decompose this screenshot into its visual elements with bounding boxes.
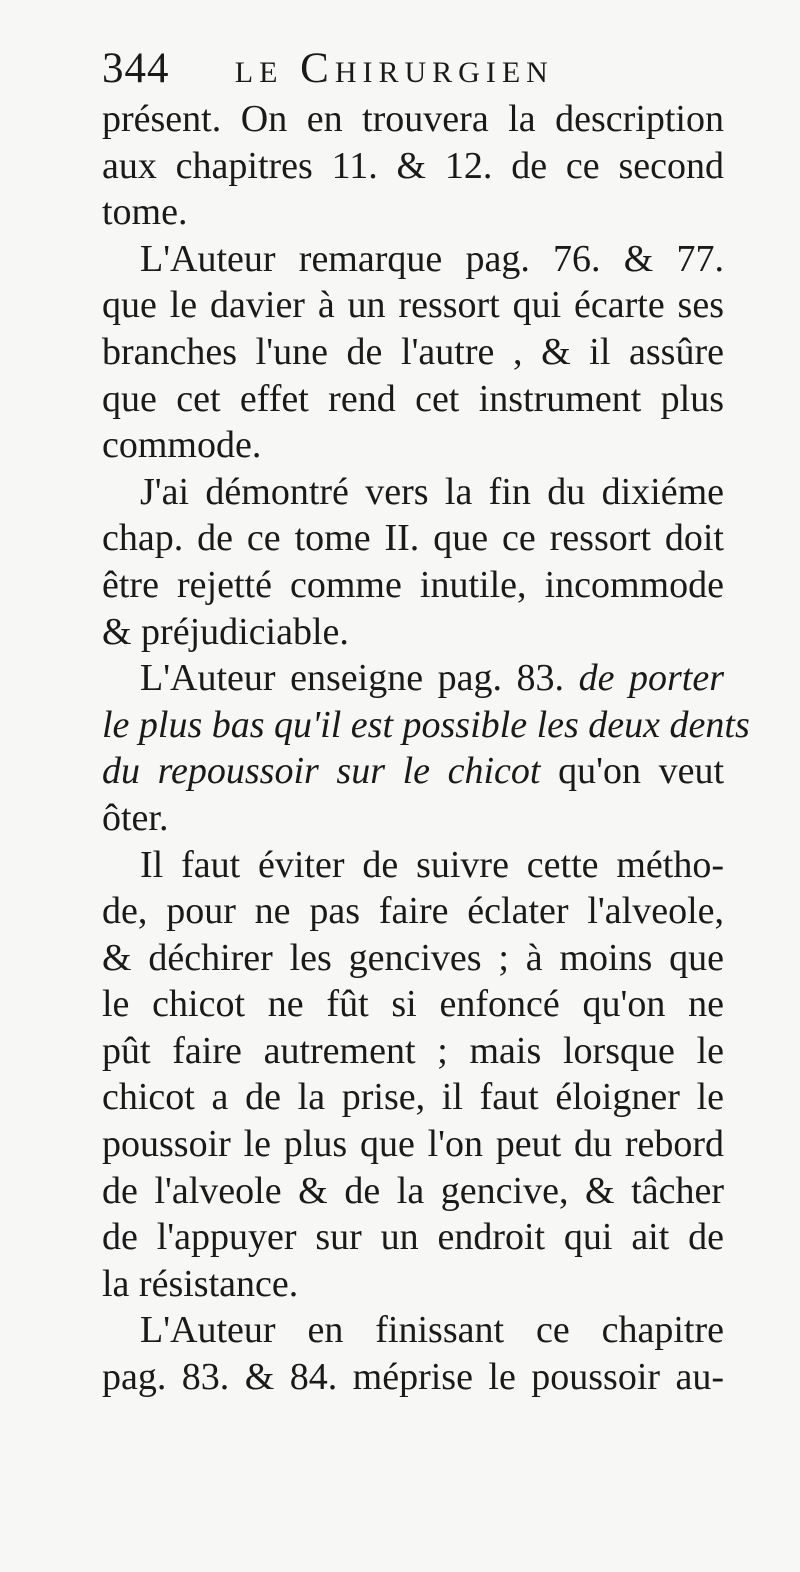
text-line: être rejetté comme inutile, incommode bbox=[102, 563, 724, 606]
page-number: 344 bbox=[102, 45, 170, 92]
text-line: aux chapitres 11. & 12. de ce second bbox=[102, 144, 724, 187]
text-line: pût faire autrement ; mais lorsque le bbox=[102, 1029, 724, 1072]
text-line: de, pour ne pas faire éclater l'alveole, bbox=[102, 890, 724, 933]
text-line: que le davier à un ressort qui écarte ses bbox=[102, 284, 724, 327]
text-line: poussoir le plus que l'on peut du rebord bbox=[102, 1123, 724, 1166]
text-line: de l'appuyer sur un endroit qui ait de bbox=[102, 1216, 724, 1259]
page-body bbox=[102, 96, 750, 1401]
text-line: présent. On en trouvera la description bbox=[102, 98, 724, 140]
text-line: que cet effet rend cet instrument plus bbox=[102, 377, 724, 420]
italic-text: de porter bbox=[578, 657, 724, 700]
text-line: tome. bbox=[102, 191, 188, 234]
paragraph-6 bbox=[102, 1307, 724, 1400]
paragraph-2 bbox=[102, 236, 724, 469]
text-line: commode. bbox=[102, 424, 262, 467]
paragraph-5 bbox=[102, 842, 724, 1308]
text-line: pag. 83. & 84. méprise le poussoir au- bbox=[102, 1356, 724, 1399]
italic-text: du repoussoir sur le chicot bbox=[102, 750, 541, 793]
text-line-mixed bbox=[102, 655, 724, 702]
roman-text: qu'on veut bbox=[558, 750, 724, 793]
italic-text-line: le plus bas qu'il est possible les deux dents bbox=[102, 703, 750, 746]
paragraph-1 bbox=[102, 96, 724, 236]
text-line: chap. de ce tome II. que ce ressort doit bbox=[102, 517, 724, 560]
text-line: J'ai démontré vers la fin du dixiéme bbox=[140, 470, 724, 513]
running-title: le Chirurgien bbox=[234, 45, 554, 92]
text-line: chicot a de la prise, il faut éloigner le bbox=[102, 1076, 724, 1119]
text-line: ôter. bbox=[102, 796, 169, 839]
page-header bbox=[102, 44, 742, 100]
paragraph-4 bbox=[102, 655, 750, 841]
text-line: L'Auteur remarque pag. 76. & 77. bbox=[140, 237, 724, 280]
paragraph-3 bbox=[102, 469, 724, 655]
text-line: de l'alveole & de la gencive, & tâcher bbox=[102, 1169, 724, 1212]
text-line: le chicot ne fût si enfoncé qu'on ne bbox=[102, 983, 724, 1026]
text-line: la résistance. bbox=[102, 1262, 299, 1305]
text-line: branches l'une de l'autre , & il assûre bbox=[102, 330, 724, 373]
text-line-mixed bbox=[102, 748, 724, 795]
text-line: Il faut éviter de suivre cette métho- bbox=[140, 843, 724, 886]
roman-text: L'Auteur enseigne pag. 83. bbox=[140, 657, 565, 700]
text-line: L'Auteur en finissant ce chapitre bbox=[140, 1309, 724, 1352]
text-line: & déchirer les gencives ; à moins que bbox=[102, 936, 724, 979]
text-line: & préjudiciable. bbox=[102, 610, 349, 653]
